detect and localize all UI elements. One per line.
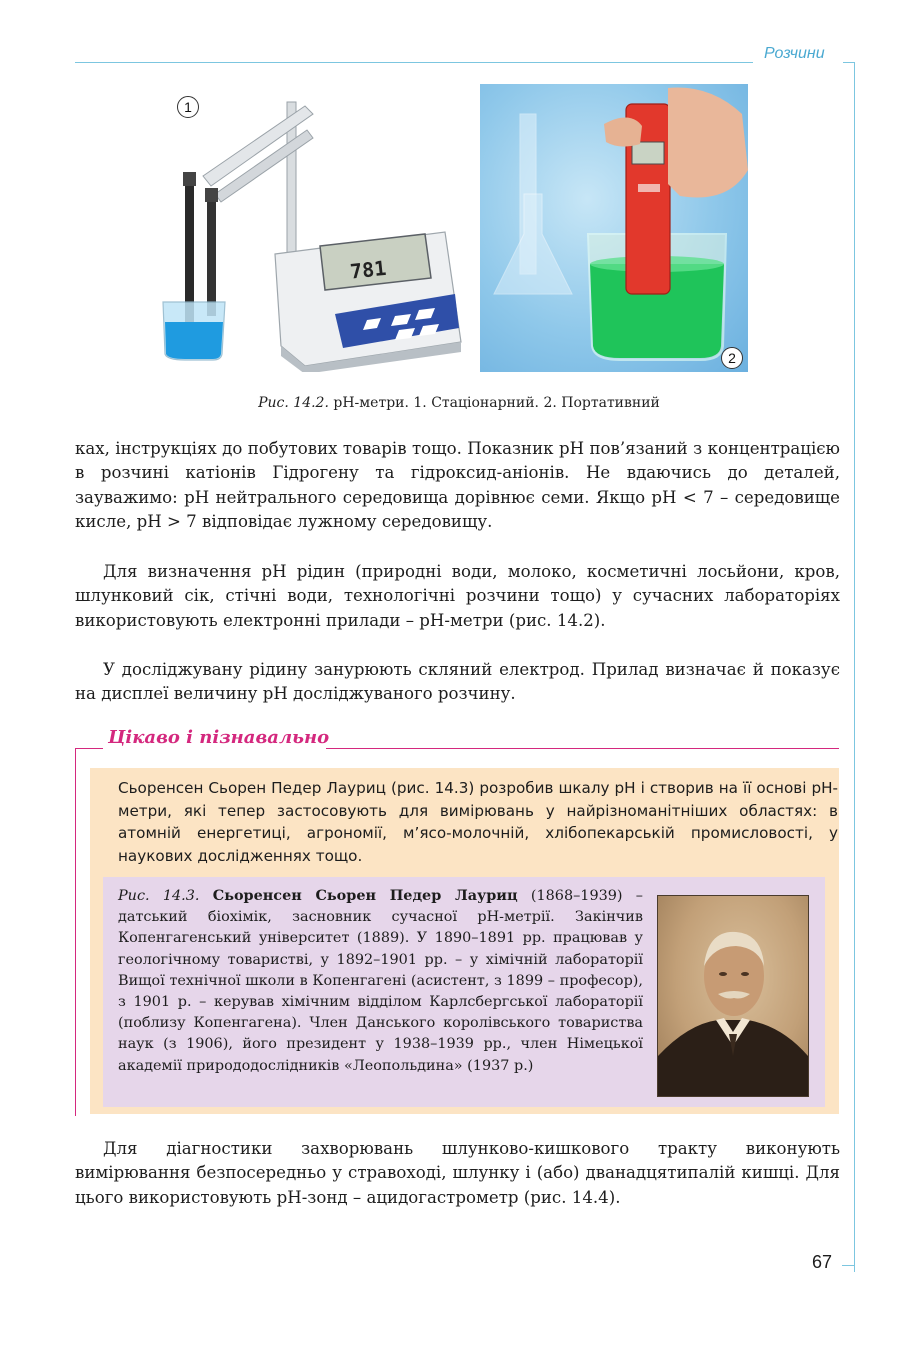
paragraph-2: Для визначення pH рідин (природні води, молоко, косметичні лосьйони, кров, шлунковий сік, стічні води, технологічні розчини тощо) у сучасних лабораторіях використовують електронні прилади – pH-метри (рис. 14.2). xyxy=(75,562,840,630)
box-title-rule-left xyxy=(75,748,103,749)
figure-14-2-caption xyxy=(75,395,843,411)
box-title-rule-right xyxy=(326,748,839,749)
interesting-box-text: Сьоренсен Сьорен Педер Лауриц (рис. 14.3) розробив шкалу pH і створив на її основі pH-метри, які тепер застосовують для вимірювань у найрізноманітніших областях: в атомній енергетиці, агрономії, м’ясо-молочній, хлібопекарській промисловості, у наукових дослідженнях тощо. xyxy=(118,779,838,865)
paragraph-1: ках, інструкціях до побутових товарів тощо. Показник pH пов’язаний з концентрацією в розчині катіонів Гідрогену та гідроксид-аніонів. Не вдаючись до деталей, зауважимо: pH нейтрального середовища дорівнює семи. Якщо pH < 7 – середовище кисле, pH > 7 відповідає лужному середовищу. xyxy=(75,439,840,532)
box-side-rule xyxy=(75,748,76,1116)
margin-rule xyxy=(854,62,855,1272)
caption-ref: Рис. 14.2. xyxy=(258,395,329,411)
portable-ph-meter-illustration xyxy=(480,84,748,372)
figure-label-1: 1 xyxy=(177,96,199,118)
sorensen-portrait-image xyxy=(657,895,809,1097)
stationary-ph-meter-image xyxy=(155,84,471,372)
figure-label-2: 2 xyxy=(721,347,743,369)
interesting-box-title: Цікаво і пізнавально xyxy=(108,727,330,748)
biography-name: Сьоренсен Сьорен Педер Лауриц xyxy=(212,887,518,904)
header-rule xyxy=(75,62,753,63)
page-number: 67 xyxy=(812,1252,833,1272)
paragraph-4: Для діагностики захворювань шлунково-кишкового тракту виконують вимірювання безпосередньо у стравоході, шлунку і (або) дванадцятипалій кишці. Для цього використовують pH-зонд – ацидогастрометр (рис. 14.4). xyxy=(75,1139,840,1207)
paragraph-3: У досліджувану рідину занурюють скляний електрод. Прилад визначає й показує на дисплеї величину pH досліджуваного розчину. xyxy=(75,660,840,704)
portrait-illustration xyxy=(658,896,808,1096)
biography-ref: Рис. 14.3. xyxy=(118,888,200,904)
page-number-rule xyxy=(842,1265,855,1266)
portable-ph-meter-image xyxy=(480,84,748,372)
meter-display-value: 781 xyxy=(348,255,388,284)
stationary-ph-meter-illustration xyxy=(155,84,471,372)
chapter-title: Розчини xyxy=(764,45,825,62)
biography-text xyxy=(118,885,643,1077)
caption-text: pH-метри. 1. Стаціонарний. 2. Портативний xyxy=(328,395,660,411)
biography-body: (1868–1939) – датський біохімік, засновник сучасної pH-метрії. Закінчив Копенгагенський університет (1889). У 1890–1891 рр. працював у геологічному товаристві, у 1892–1901 рр. – у хімічній лабораторії Вищої технічної школи в Копенгагені (асистент, з 1899 – професор), з 1901 р. – керував хімічним відділом Карлсбергської лабораторії (поблизу Копенгагена). Член Данського королівського товариства наук (з 1906), його президент у 1938–1939 рр., член Німецької академії природодослідників «Леопольдина» (1937 р.) xyxy=(118,888,643,1074)
